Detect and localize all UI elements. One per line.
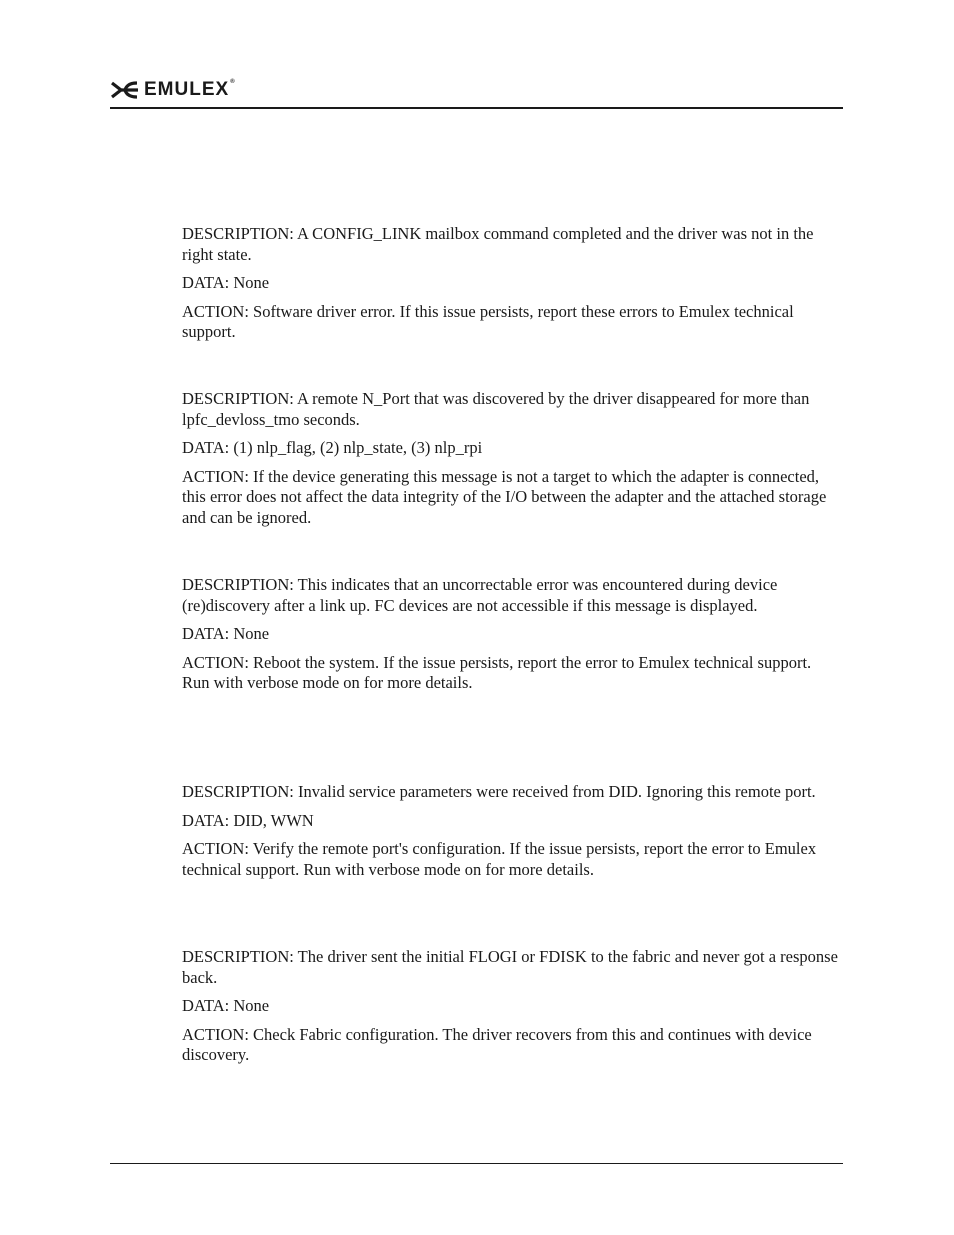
entry-description: DESCRIPTION: Invalid service parameters were received from DID. Ignoring this remote port. [182, 782, 816, 801]
footer-divider [110, 1163, 843, 1164]
entry-action: ACTION: Reboot the system. If the issue persists, report the error to Emulex technical support. Run with verbose mode on for more details. [182, 652, 812, 692]
message-entry [182, 389, 842, 536]
brand-name: EMULEX® [144, 79, 236, 100]
entry-data: DATA: None [182, 624, 270, 643]
entry-data: DATA: DID, WWN [182, 810, 314, 830]
message-entry [182, 224, 842, 351]
entry-data: DATA: (1) nlp_flag, (2) nlp_state, (3) nlp_rpi [182, 438, 483, 457]
message-entry [182, 947, 842, 1074]
entry-data: DATA: None [182, 996, 270, 1015]
entry-action: ACTION: Software driver error. If this issue persists, report these errors to Emulex technical support. [182, 301, 794, 341]
entry-action: ACTION: If the device generating this message is not a target to which the adapter is connected, this error does not affect the data integrity of the I/O between the adapter and the attached storage and can be ignored. [182, 466, 827, 527]
entry-action: ACTION: Check Fabric configuration. The driver recovers from this and continues with device discovery. [182, 1024, 812, 1064]
message-entry [182, 575, 842, 702]
message-entry [182, 782, 842, 888]
entry-description: DESCRIPTION: This indicates that an uncorrectable error was encountered during device (re)discovery after a link up. FC devices are not accessible if this message is displayed. [182, 575, 778, 615]
entry-description: DESCRIPTION: A CONFIG_LINK mailbox command completed and the driver was not in the right state. [182, 224, 814, 264]
emulex-logo-icon [110, 80, 140, 100]
trademark-mark: ® [230, 79, 236, 85]
entry-description: DESCRIPTION: A remote N_Port that was discovered by the driver disappeared for more than lpfc_devloss_tmo seconds. [182, 389, 810, 429]
entry-action: ACTION: Verify the remote port's configuration. If the issue persists, report the error to Emulex technical support. Run with verbose mode on for more details. [182, 839, 817, 879]
entry-data: DATA: None [182, 273, 270, 292]
header-divider [110, 107, 843, 109]
page-header [110, 79, 236, 101]
entry-description: DESCRIPTION: The driver sent the initial FLOGI or FDISK to the fabric and never got a response back. [182, 947, 838, 987]
